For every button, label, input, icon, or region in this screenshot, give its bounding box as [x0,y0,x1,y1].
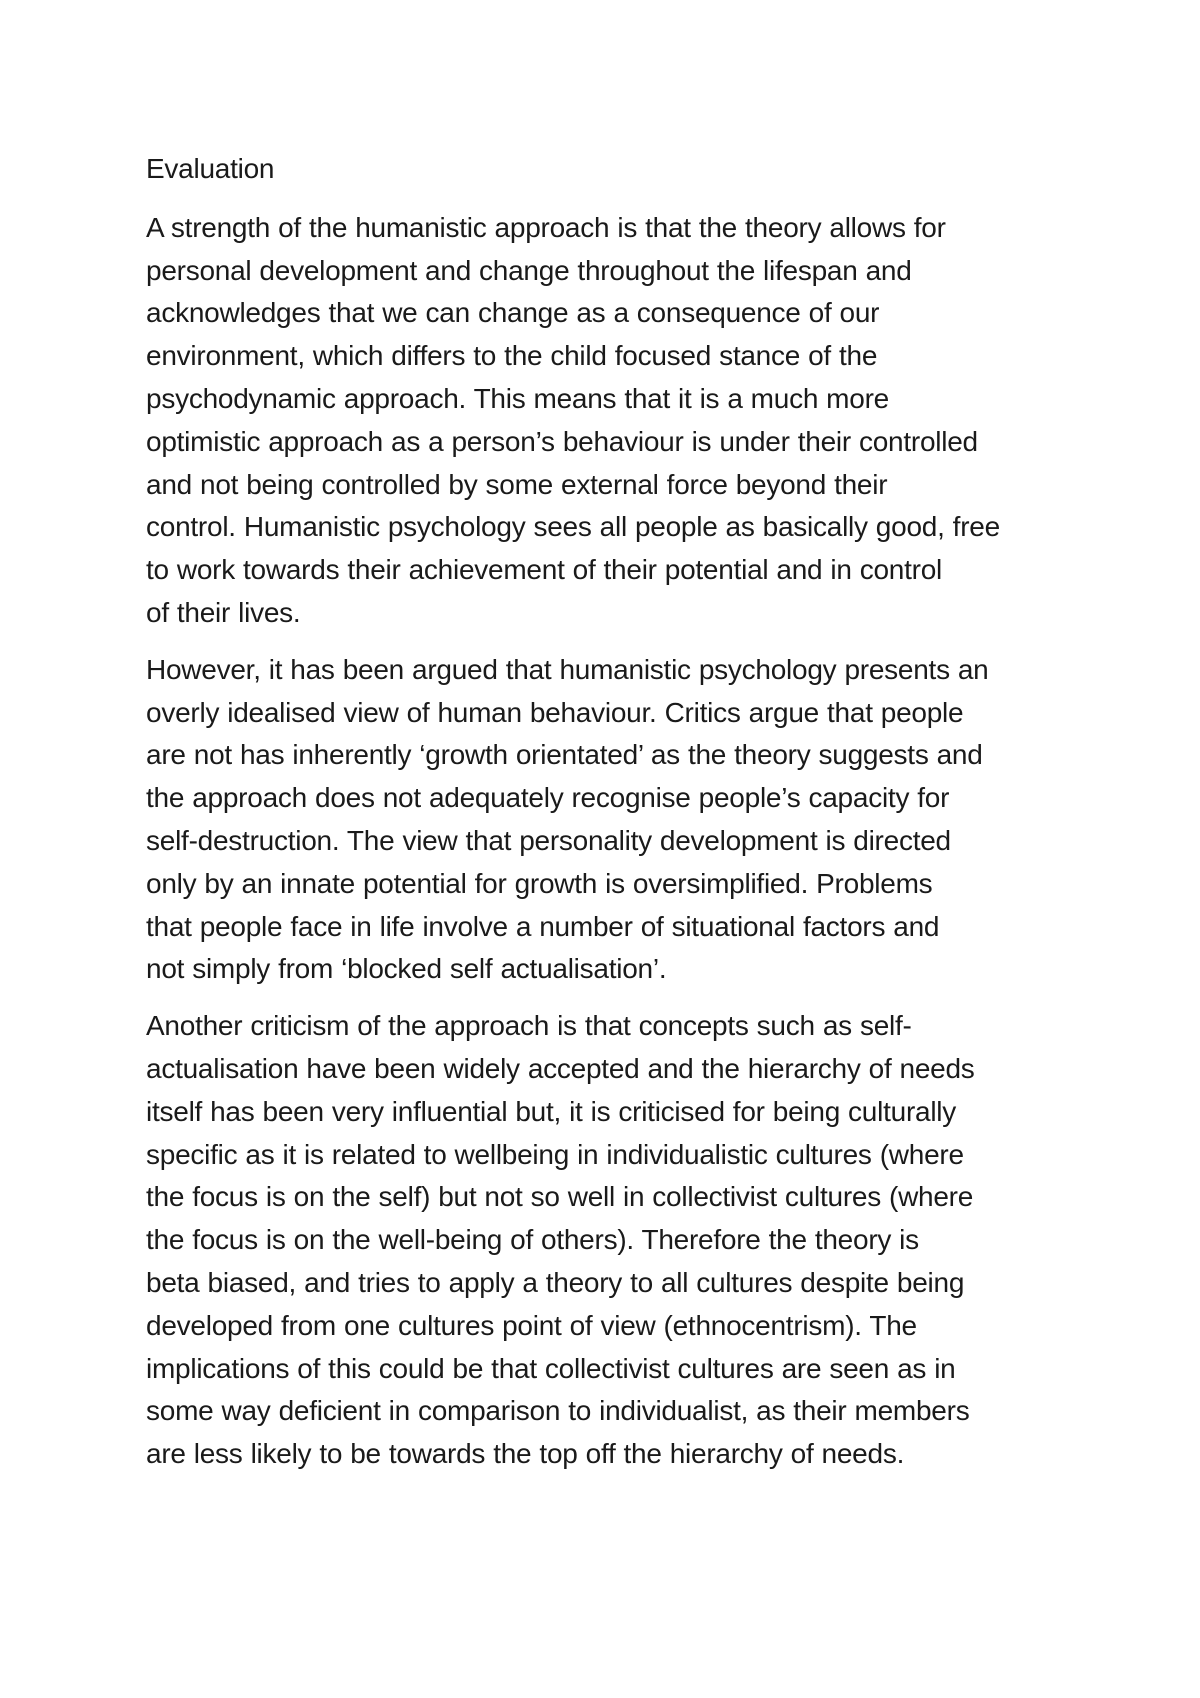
paragraph-strength [146,207,1066,635]
paragraph-criticism-idealised [146,649,1066,991]
paragraph-line: specific as it is related to wellbeing in individualistic cultures (where [146,1138,964,1170]
paragraph-line: the approach does not adequately recognise people’s capacity for [146,782,950,814]
paragraph-line: that people face in life involve a number of situational factors and [146,910,940,942]
paragraph-line: overly idealised view of human behaviour. Critics argue that people [146,696,964,728]
paragraph-line: control. Humanistic psychology sees all people as basically good, free [146,511,1000,543]
paragraph-line: environment, which differs to the child focused stance of the [146,340,878,372]
document-body [146,148,1066,1490]
paragraph-line: Another criticism of the approach is that concepts such as self- [146,1010,912,1042]
paragraph-line: self-destruction. The view that personality development is directed [146,824,951,856]
paragraph-line: acknowledges that we can change as a consequence of our [146,297,880,329]
paragraph-line: and not being controlled by some external force beyond their [146,468,888,500]
paragraph-line: itself has been very influential but, it is criticised for being culturally [146,1095,957,1127]
paragraph-line: of their lives. [146,596,301,628]
paragraph-line: actualisation have been widely accepted and the hierarchy of needs [146,1052,975,1084]
paragraph-line: to work towards their achievement of their potential and in control [146,554,943,586]
paragraph-line: implications of this could be that collectivist cultures are seen as in [146,1352,956,1384]
paragraph-line: only by an innate potential for growth is oversimplified. Problems [146,867,933,899]
paragraph-line: not simply from ‘blocked self actualisation’. [146,953,667,985]
paragraph-line: are not has inherently ‘growth orientated’ as the theory suggests and [146,739,983,771]
document-heading: Evaluation [146,153,275,184]
paragraph-line: developed from one cultures point of view (ethnocentrism). The [146,1309,917,1341]
paragraph-criticism-cultural [146,1005,1066,1476]
paragraph-line: psychodynamic approach. This means that it is a much more [146,382,889,414]
paragraph-line: beta biased, and tries to apply a theory to all cultures despite being [146,1266,965,1298]
paragraph-line: the focus is on the well-being of others). Therefore the theory is [146,1224,919,1256]
paragraph-line: are less likely to be towards the top off the hierarchy of needs. [146,1438,905,1470]
paragraph-line: optimistic approach as a person’s behaviour is under their controlled [146,425,978,457]
paragraph-line: A strength of the humanistic approach is that the theory allows for [146,211,946,243]
paragraph-line: However, it has been argued that humanistic psychology presents an [146,653,989,685]
paragraph-line: some way deficient in comparison to individualist, as their members [146,1395,970,1427]
paragraph-line: the focus is on the self) but not so well in collectivist cultures (where [146,1181,974,1213]
paragraph-line: personal development and change throughout the lifespan and [146,254,912,286]
